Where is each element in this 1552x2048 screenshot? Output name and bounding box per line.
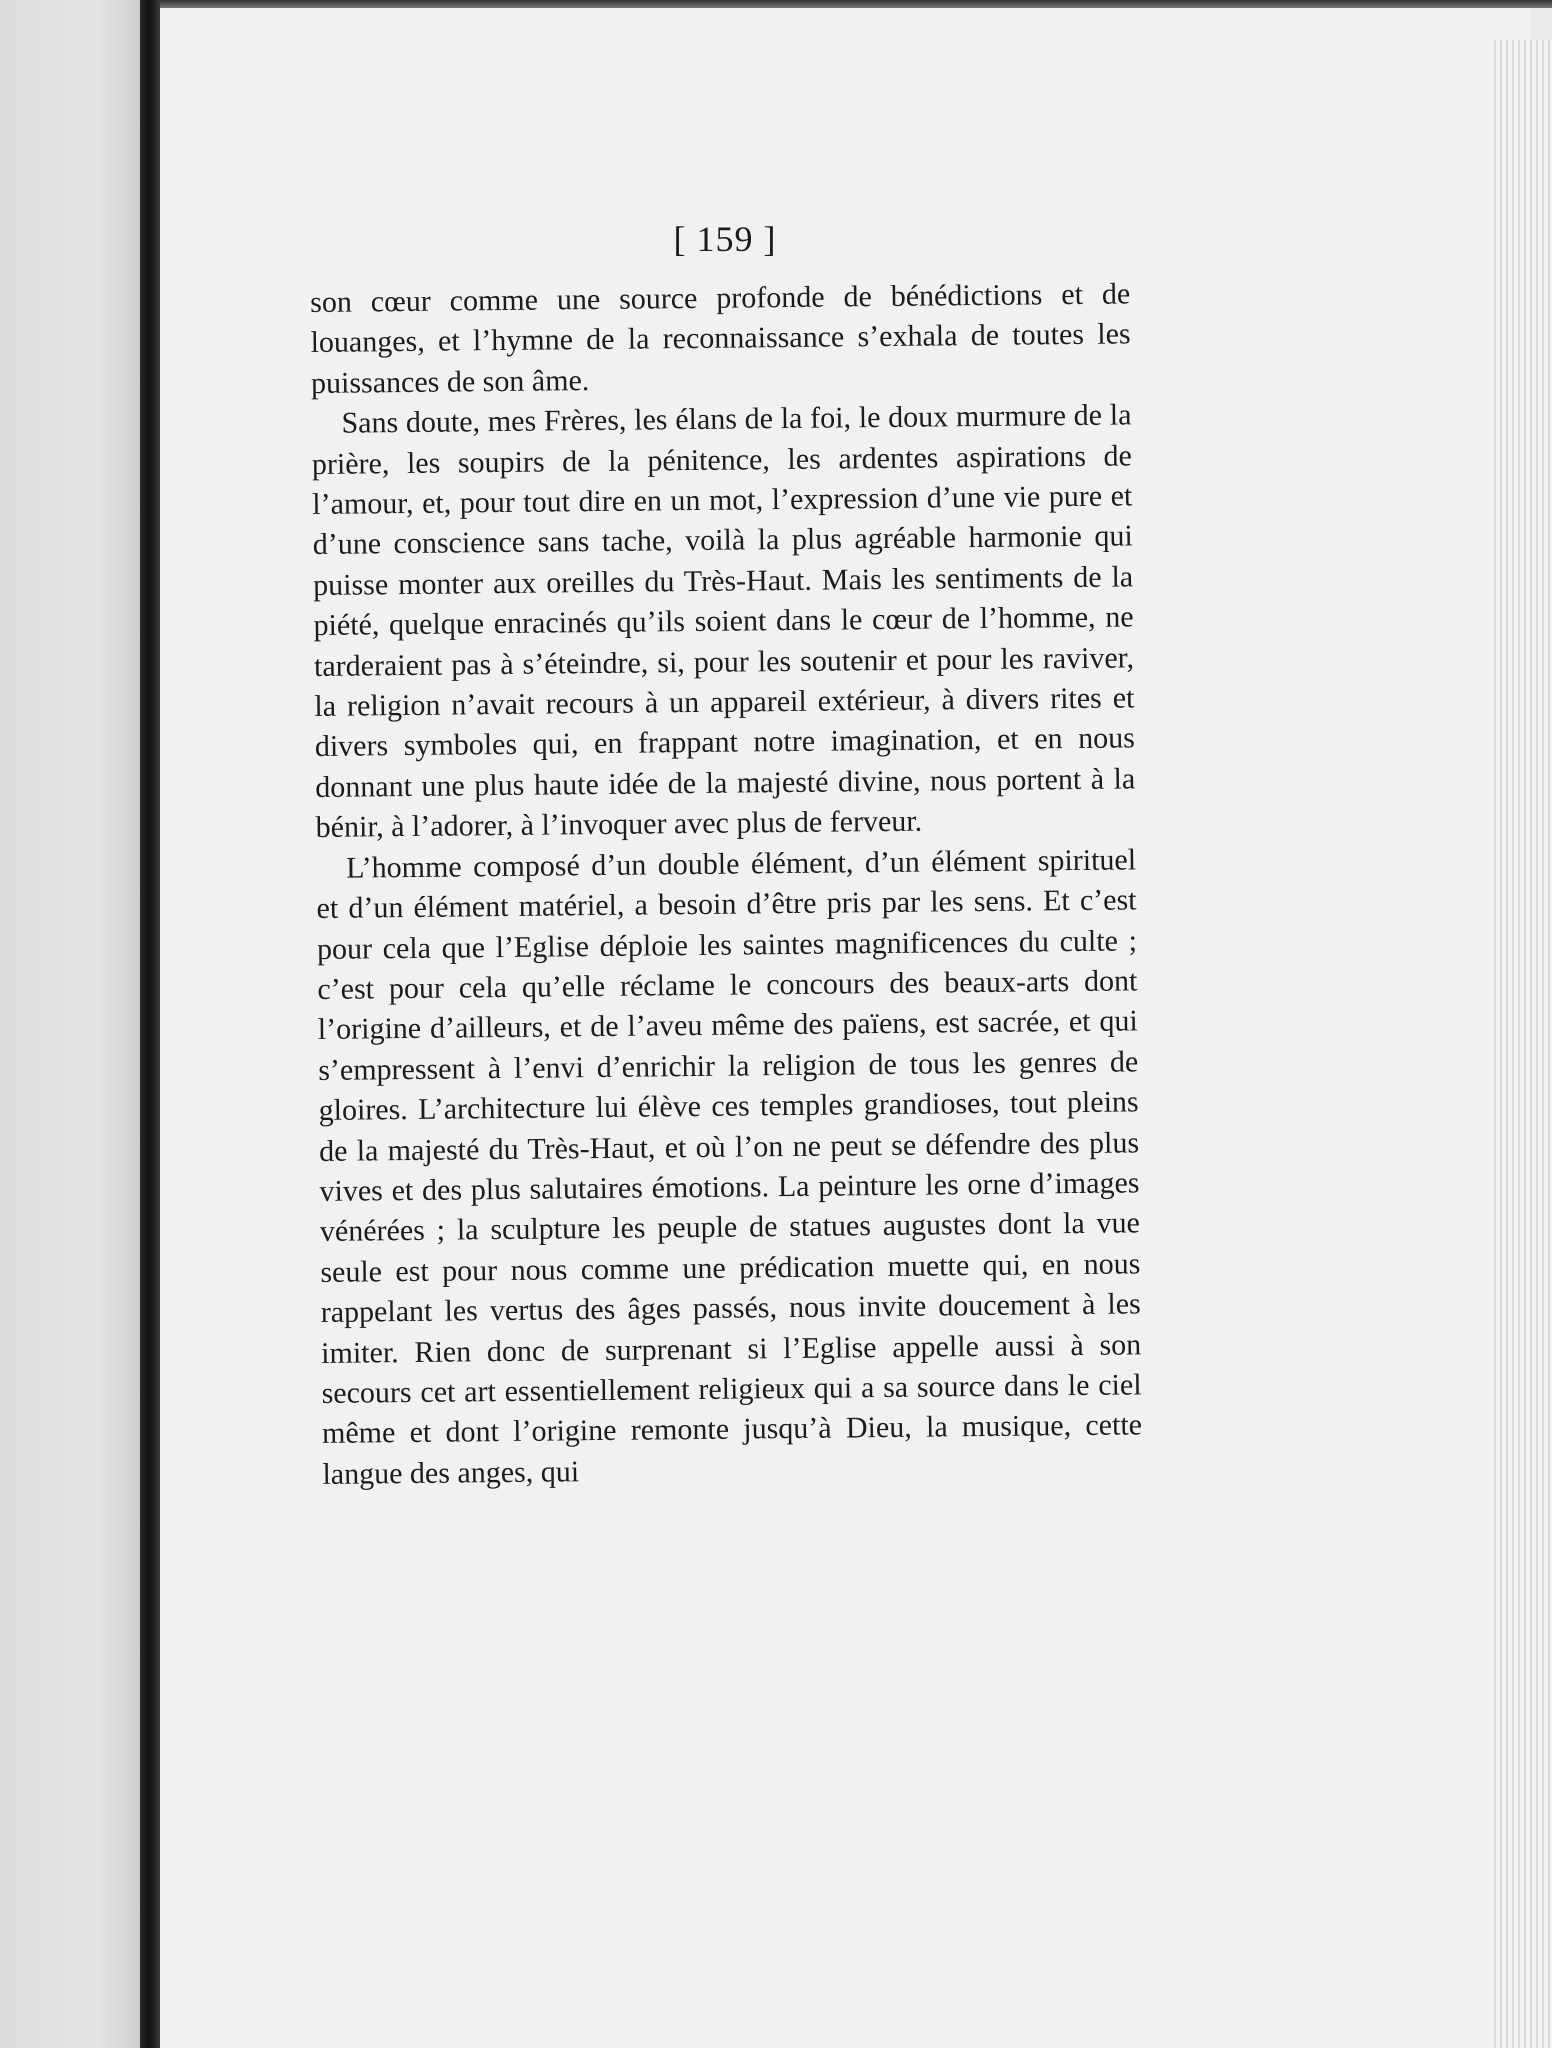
top-edge bbox=[160, 0, 1552, 8]
body-text bbox=[310, 274, 1143, 1495]
paragraph-1: son cœur comme une source profonde de bénédictions et de louanges, et l’hymne de la reconnaissance s’exhala de toutes les puissances de son âme. bbox=[310, 277, 1131, 400]
page-stack-edge bbox=[1490, 40, 1552, 2048]
page-number: [ 159 ] bbox=[673, 219, 777, 259]
left-page-edge bbox=[0, 0, 140, 2048]
paragraph-3: L’homme composé d’un double élément, d’un élément spirituel et d’un élément matériel, a besoin d’être pris par les sens. Et c’est pour cela que l’Eglise déploie les saintes magnificences du culte ; c’est pour cela qu’elle réclame le concours des beaux-arts dont l’origine d’ailleurs, et de l’aveu même des païens, est sacrée, et qui s’empressent à l’envi d’enrichir la religion de tous les genres de gloires. L’architecture lui élève ces temples grandioses, tout pleins de la majesté du Très-Haut, et où l’on ne peut se défendre des plus vives et des plus salutaires émotions. La peinture les orne d’images vénérées ; la sculpture les peuple de statues augustes dont la vue seule est pour nous comme une prédication muette qui, en nous rappelant les vertus des âges passés, nous invite doucement à les imiter. Rien donc de surprenant si l’Eglise appelle aussi à son secours cet art essentiellement religieux qui a sa source dans le ciel même et dont l’origine remonte jusqu’à Dieu, la musique, cette langue des anges, qui bbox=[316, 843, 1143, 1491]
paragraph-2: Sans doute, mes Frères, les élans de la foi, le doux murmure de la prière, les soupirs de la pénitence, les ardentes aspirations de l’amour, et, pour tout dire en un mot, l’expression d’une vie pure et d’une conscience sans tache, voilà la plus agréable harmonie qui puisse monter aux oreilles du Très-Haut. Mais les sentiments de la piété, quelque enracinés qu’ils soient dans le cœur de l’homme, ne tarderaient pas à s’éteindre, si, pour les soutenir et pour les raviver, la religion n’avait recours à un appareil extérieur, à divers rites et divers symboles qui, en frappant notre imagination, et en nous donnant une plus haute idée de la majesté divine, nous portent à la bénir, à l’adorer, à l’invoquer avec plus de ferveur. bbox=[311, 398, 1136, 845]
book-gutter bbox=[140, 0, 160, 2048]
